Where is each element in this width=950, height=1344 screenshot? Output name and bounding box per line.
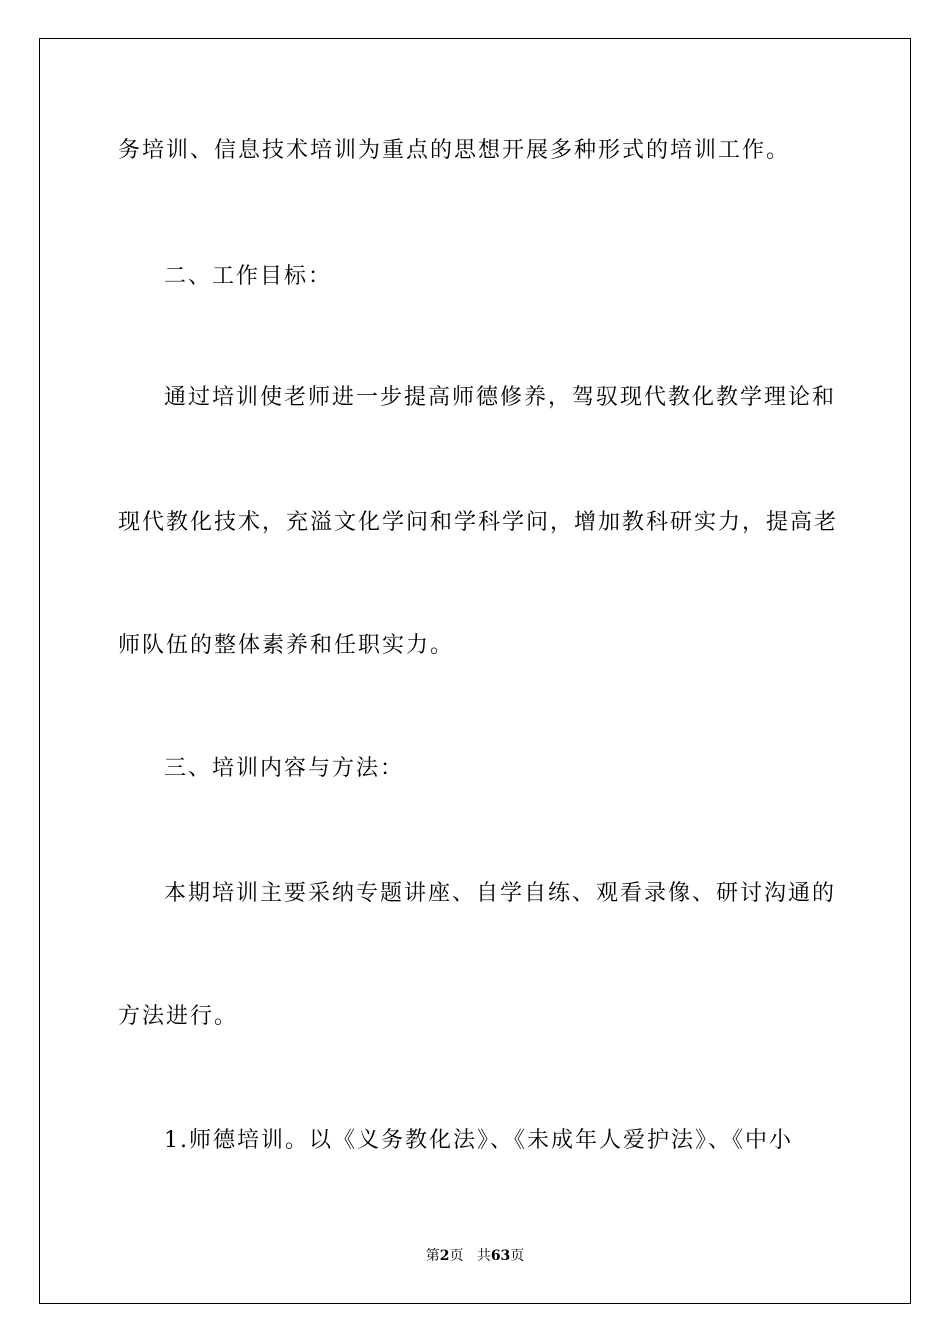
page-prefix: 第 [425, 1248, 440, 1264]
text-line-7: 本期培训主要采纳专题讲座、自学自练、观看录像、研讨沟通的 [164, 881, 837, 906]
page-suffix: 页 [449, 1248, 464, 1264]
page-border [39, 38, 911, 1304]
section-heading-2: 二、工作目标： [164, 264, 333, 289]
text-line-8: 方法进行。 [118, 1004, 239, 1029]
text-line-4: 现代教化技术，充溢文化学问和学科学问，增加教科研实力，提高老 [118, 510, 839, 535]
text-line-9: 1.师德培训。以《义务教化法》、《未成年人爱护法》、《中小 [164, 1128, 793, 1153]
total-pages: 63 [490, 1248, 511, 1264]
text-line-3: 通过培训使老师进一步提高师德修养，驾驭现代教化教学理论和 [164, 385, 837, 410]
total-suffix: 页 [510, 1248, 525, 1264]
total-prefix: 共 [476, 1248, 491, 1264]
text-line-5: 师队伍的整体素养和任职实力。 [118, 633, 455, 658]
page-number: 2 [439, 1248, 450, 1264]
text-line-1: 务培训、信息技术培训为重点的思想开展多种形式的培训工作。 [118, 138, 791, 163]
page-footer [0, 1246, 950, 1266]
section-heading-3: 三、培训内容与方法： [164, 756, 405, 781]
